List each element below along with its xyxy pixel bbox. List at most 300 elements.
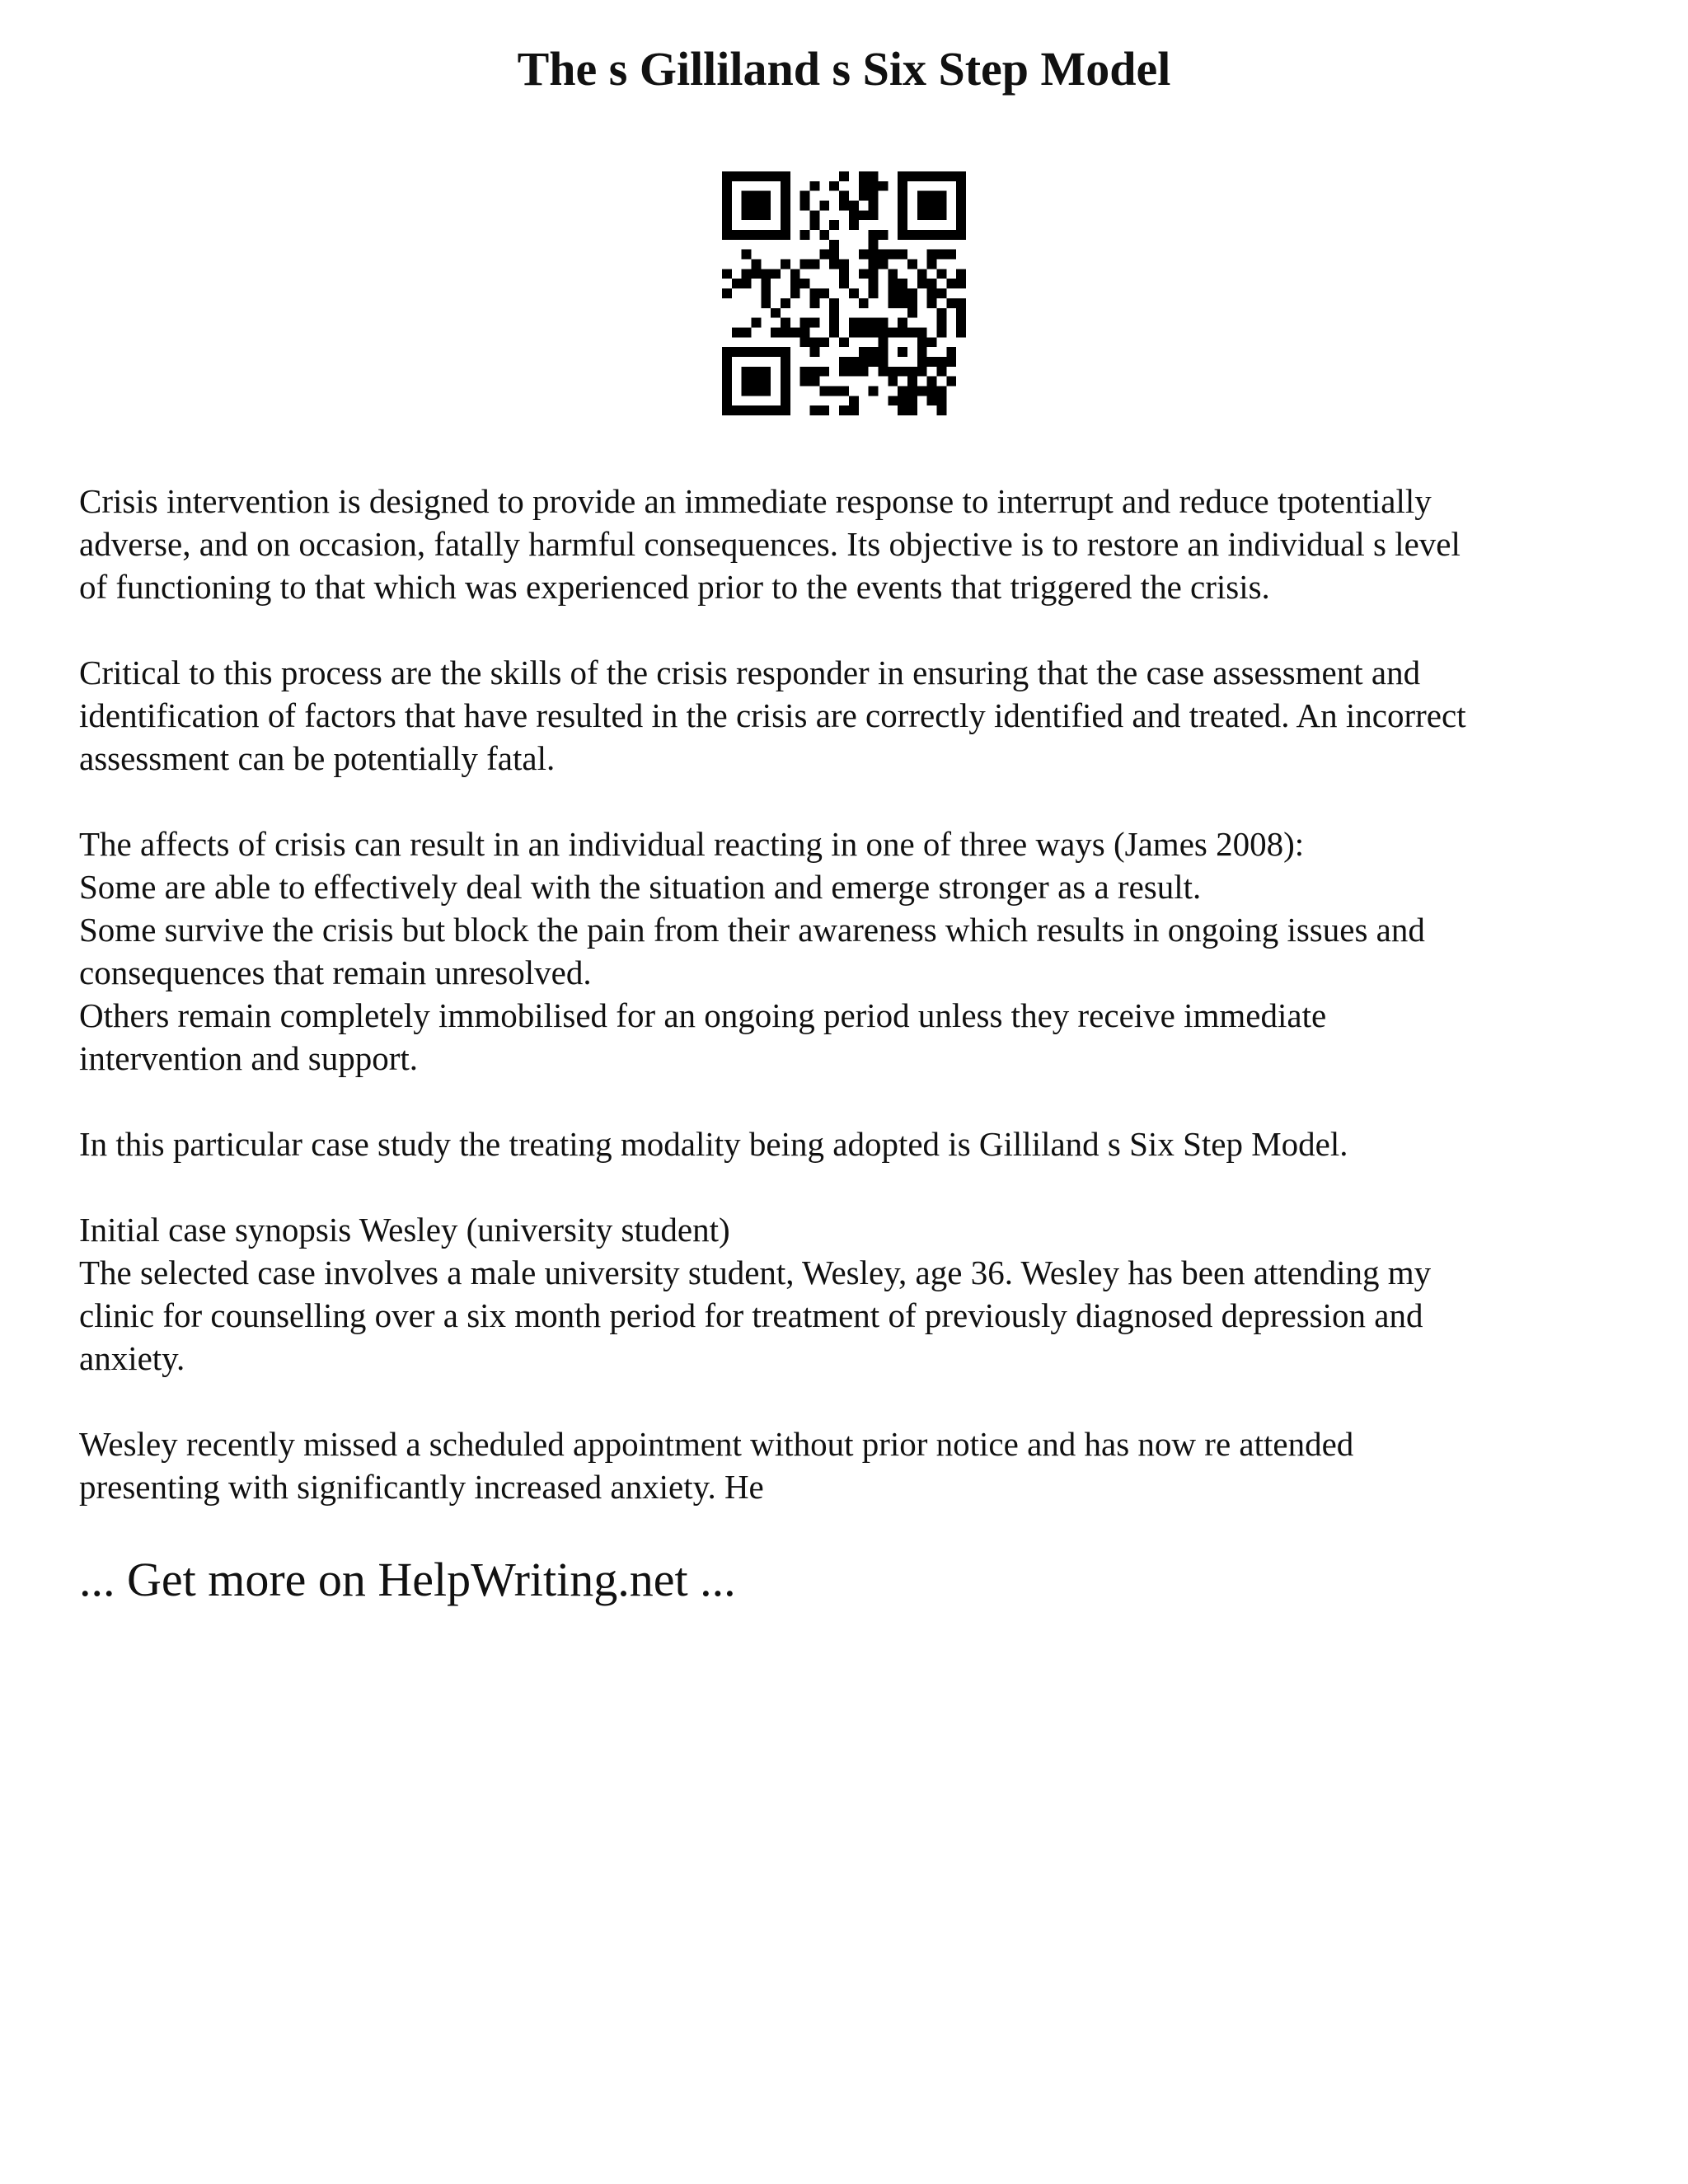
qr-module <box>752 318 762 328</box>
qr-module <box>819 250 829 260</box>
qr-module <box>800 201 810 211</box>
text-line: assessment can be potentially fatal. <box>79 739 556 777</box>
text-line: presenting with significantly increased anxiety. He <box>79 1468 764 1506</box>
qr-module <box>790 327 800 337</box>
qr-module <box>761 171 771 181</box>
qr-module <box>898 405 907 415</box>
qr-module <box>742 367 752 377</box>
qr-module <box>888 250 898 260</box>
text-line: adverse, and on occasion, fatally harmful consequences. Its objective is to restore an individual s level <box>79 525 1461 563</box>
qr-module <box>946 357 956 367</box>
paragraph <box>79 480 1629 608</box>
qr-module <box>917 201 927 211</box>
paragraph <box>79 651 1629 780</box>
paragraph <box>79 1208 1629 1380</box>
qr-module <box>956 327 966 337</box>
qr-module <box>869 260 879 269</box>
qr-module <box>927 377 937 387</box>
qr-module <box>859 181 869 191</box>
qr-module <box>839 386 849 396</box>
qr-module <box>956 269 966 279</box>
qr-module <box>878 181 888 191</box>
qr-module <box>936 318 946 328</box>
qr-module <box>956 181 966 191</box>
qr-module <box>859 318 869 328</box>
qr-module <box>869 357 879 367</box>
text-line: The affects of crisis can result in an individual reacting in one of three ways (James 2008): <box>79 825 1305 863</box>
article-body <box>79 480 1629 1551</box>
qr-module <box>946 230 956 240</box>
qr-module <box>878 357 888 367</box>
qr-module <box>839 279 849 288</box>
qr-module <box>946 377 956 387</box>
qr-module <box>722 191 732 201</box>
qr-module <box>898 367 907 377</box>
qr-module <box>810 260 820 269</box>
qr-module <box>888 298 898 308</box>
paragraph <box>79 1422 1629 1508</box>
qr-module <box>956 191 966 201</box>
qr-module <box>936 357 946 367</box>
qr-module <box>761 405 771 415</box>
paragraph <box>79 1122 1629 1165</box>
qr-module <box>742 386 752 396</box>
qr-module <box>907 308 917 318</box>
qr-module <box>849 396 859 405</box>
qr-code-icon <box>722 171 966 415</box>
qr-module <box>742 250 752 260</box>
qr-module <box>898 181 907 191</box>
qr-module <box>917 210 927 220</box>
qr-module <box>781 260 790 269</box>
qr-module <box>936 288 946 298</box>
qr-module <box>956 318 966 328</box>
qr-module <box>829 250 839 260</box>
qr-module <box>781 396 790 405</box>
qr-module <box>927 250 937 260</box>
qr-module <box>810 347 820 357</box>
qr-module <box>878 337 888 347</box>
qr-module <box>752 386 762 396</box>
qr-module <box>722 230 732 240</box>
text-line: of functioning to that which was experienced prior to the events that triggered the crisis. <box>79 568 1270 606</box>
qr-module <box>927 357 937 367</box>
qr-module <box>888 396 898 405</box>
qr-module <box>956 171 966 181</box>
qr-module <box>732 230 742 240</box>
qr-module <box>936 308 946 318</box>
qr-module <box>956 230 966 240</box>
qr-module <box>742 210 752 220</box>
qr-module <box>927 210 937 220</box>
qr-module <box>752 377 762 387</box>
qr-module <box>761 347 771 357</box>
qr-module <box>946 298 956 308</box>
qr-module <box>917 230 927 240</box>
qr-module <box>869 269 879 279</box>
qr-module <box>859 250 869 260</box>
qr-module <box>898 327 907 337</box>
qr-module <box>859 327 869 337</box>
qr-module <box>878 250 888 260</box>
qr-module <box>752 405 762 415</box>
qr-module <box>936 210 946 220</box>
qr-module <box>927 171 937 181</box>
text-line: Others remain completely immobilised for an ongoing period unless they receive immediate <box>79 996 1327 1034</box>
qr-module <box>839 260 849 269</box>
qr-module <box>771 327 781 337</box>
qr-module <box>800 191 810 201</box>
qr-module <box>742 405 752 415</box>
qr-module <box>839 269 849 279</box>
qr-module <box>869 181 879 191</box>
qr-module <box>888 377 898 387</box>
qr-module <box>888 269 898 279</box>
qr-module <box>859 367 869 377</box>
text-line: clinic for counselling over a six month period for treatment of previously diagnosed depression and <box>79 1296 1423 1334</box>
qr-module <box>810 181 820 191</box>
qr-module <box>907 405 917 415</box>
qr-module <box>907 230 917 240</box>
qr-module <box>927 191 937 201</box>
qr-module <box>869 279 879 288</box>
qr-module <box>936 269 946 279</box>
qr-module <box>859 298 869 308</box>
qr-module <box>771 230 781 240</box>
qr-module <box>859 269 869 279</box>
qr-module <box>917 279 927 288</box>
qr-module <box>869 318 879 328</box>
qr-module <box>907 377 917 387</box>
qr-module <box>761 230 771 240</box>
qr-module <box>839 357 849 367</box>
qr-module <box>956 279 966 288</box>
qr-module <box>869 201 879 211</box>
qr-module <box>781 201 790 211</box>
qr-module <box>732 171 742 181</box>
qr-module <box>761 191 771 201</box>
qr-module <box>927 298 937 308</box>
qr-module <box>819 288 829 298</box>
qr-module <box>742 279 752 288</box>
qr-module <box>898 318 907 328</box>
qr-module <box>946 279 956 288</box>
qr-module <box>907 298 917 308</box>
qr-module <box>956 298 966 308</box>
qr-module <box>829 260 839 269</box>
qr-module <box>722 201 732 211</box>
qr-module <box>829 181 839 191</box>
qr-module <box>761 210 771 220</box>
qr-module <box>907 396 917 405</box>
qr-module <box>859 210 869 220</box>
qr-module <box>936 386 946 396</box>
qr-module <box>839 191 849 201</box>
qr-module <box>722 220 732 230</box>
qr-module <box>810 298 820 308</box>
qr-module <box>898 220 907 230</box>
qr-module <box>956 201 966 211</box>
qr-module <box>859 171 869 181</box>
qr-module <box>781 405 790 415</box>
text-line: Crisis intervention is designed to provide an immediate response to interrupt and reduce tpotentially <box>79 482 1432 520</box>
qr-module <box>869 191 879 201</box>
qr-module <box>771 171 781 181</box>
qr-module <box>946 171 956 181</box>
qr-module <box>781 318 790 328</box>
qr-module <box>761 377 771 387</box>
qr-module <box>752 230 762 240</box>
qr-module <box>800 260 810 269</box>
qr-module <box>898 279 907 288</box>
qr-module <box>956 210 966 220</box>
qr-module <box>859 357 869 367</box>
qr-module <box>927 337 937 347</box>
qr-module <box>907 386 917 396</box>
qr-module <box>800 318 810 328</box>
qr-module <box>761 288 771 298</box>
qr-module <box>771 308 781 318</box>
qr-module <box>849 201 859 211</box>
qr-module <box>849 220 859 230</box>
qr-module <box>761 279 771 288</box>
qr-module <box>810 337 820 347</box>
qr-module <box>859 347 869 357</box>
qr-module <box>781 220 790 230</box>
qr-module <box>722 377 732 387</box>
qr-module <box>898 347 907 357</box>
qr-module <box>722 367 732 377</box>
qr-module <box>761 298 771 308</box>
qr-module <box>790 288 800 298</box>
qr-module <box>936 367 946 377</box>
qr-module <box>898 298 907 308</box>
qr-module <box>936 201 946 211</box>
qr-module <box>869 250 879 260</box>
qr-module <box>781 181 790 191</box>
qr-module <box>869 240 879 250</box>
qr-module <box>752 191 762 201</box>
qr-module <box>849 405 859 415</box>
qr-module <box>800 327 810 337</box>
qr-module <box>781 357 790 367</box>
qr-module <box>898 191 907 201</box>
qr-module <box>839 367 849 377</box>
qr-module <box>781 171 790 181</box>
qr-module <box>917 337 927 347</box>
text-line: In this particular case study the treating modality being adopted is Gilliland s Six Step Model. <box>79 1125 1348 1163</box>
qr-module <box>771 269 781 279</box>
qr-module <box>869 210 879 220</box>
qr-module <box>781 386 790 396</box>
qr-module <box>829 308 839 318</box>
qr-module <box>742 171 752 181</box>
text-line: intervention and support. <box>79 1039 419 1077</box>
qr-module <box>781 210 790 220</box>
qr-module <box>878 230 888 240</box>
qr-module <box>898 210 907 220</box>
qr-module <box>898 250 907 260</box>
qr-module <box>742 377 752 387</box>
qr-module <box>839 405 849 415</box>
qr-module <box>869 327 879 337</box>
qr-module <box>917 367 927 377</box>
qr-module <box>946 250 956 260</box>
qr-module <box>936 230 946 240</box>
qr-module <box>829 220 839 230</box>
qr-module <box>907 171 917 181</box>
text-line: Wesley recently missed a scheduled appointment without prior notice and has now re attended <box>79 1425 1354 1463</box>
qr-module <box>722 357 732 367</box>
qr-module <box>790 269 800 279</box>
qr-module <box>810 367 820 377</box>
qr-module <box>742 230 752 240</box>
qr-module <box>722 386 732 396</box>
qr-module <box>781 367 790 377</box>
qr-module <box>800 337 810 347</box>
qr-module <box>869 386 879 396</box>
qr-module <box>761 386 771 396</box>
qr-module <box>810 288 820 298</box>
qr-module <box>936 405 946 415</box>
qr-module <box>722 288 732 298</box>
qr-module <box>898 171 907 181</box>
qr-module <box>732 327 742 337</box>
qr-module <box>956 308 966 318</box>
qr-module <box>732 279 742 288</box>
qr-module <box>790 279 800 288</box>
qr-module <box>898 386 907 396</box>
text-line: Critical to this process are the skills of the crisis responder in ensuring that the case assessment and <box>79 654 1421 691</box>
qr-module <box>732 405 742 415</box>
qr-module <box>781 377 790 387</box>
qr-module <box>732 347 742 357</box>
qr-module <box>781 298 790 308</box>
qr-module <box>752 367 762 377</box>
qr-module <box>829 318 839 328</box>
qr-module <box>742 191 752 201</box>
qr-module <box>888 279 898 288</box>
qr-module <box>869 347 879 357</box>
qr-module <box>898 288 907 298</box>
qr-module <box>781 327 790 337</box>
qr-module <box>936 171 946 181</box>
qr-module <box>829 240 839 250</box>
paragraph <box>79 823 1629 1080</box>
qr-module <box>917 269 927 279</box>
qr-module <box>752 269 762 279</box>
qr-module <box>917 171 927 181</box>
qr-module <box>898 230 907 240</box>
qr-module <box>781 230 790 240</box>
qr-module <box>927 396 937 405</box>
qr-module <box>878 367 888 377</box>
qr-module <box>888 367 898 377</box>
qr-module <box>859 191 869 201</box>
qr-module <box>849 327 859 337</box>
qr-module <box>878 327 888 337</box>
qr-module <box>869 288 879 298</box>
qr-module <box>839 171 849 181</box>
qr-module <box>752 260 762 269</box>
qr-module <box>839 201 849 211</box>
qr-module <box>849 318 859 328</box>
qr-module <box>810 220 820 230</box>
qr-module <box>936 250 946 260</box>
qr-module <box>839 337 849 347</box>
qr-module <box>722 269 732 279</box>
qr-module <box>819 230 829 240</box>
qr-module <box>927 201 937 211</box>
qr-module <box>869 230 879 240</box>
qr-module <box>810 318 820 328</box>
qr-module <box>810 377 820 387</box>
qr-module <box>869 171 879 181</box>
qr-module <box>936 191 946 201</box>
qr-module <box>722 396 732 405</box>
qr-module <box>907 288 917 298</box>
qr-module <box>752 171 762 181</box>
text-line: Some survive the crisis but block the pain from their awareness which results in ongoing issues and <box>79 911 1425 949</box>
qr-module <box>927 260 937 269</box>
page-title: The s Gilliland s Six Step Model <box>517 42 1171 96</box>
qr-module <box>752 347 762 357</box>
qr-module <box>742 269 752 279</box>
qr-module <box>927 288 937 298</box>
qr-module <box>917 347 927 357</box>
qr-module <box>761 367 771 377</box>
qr-module <box>800 279 810 288</box>
qr-module <box>829 327 839 337</box>
qr-module <box>888 327 898 337</box>
qr-module <box>722 347 732 357</box>
qr-module <box>761 201 771 211</box>
qr-module <box>742 201 752 211</box>
qr-module <box>819 337 829 347</box>
qr-module <box>722 210 732 220</box>
qr-module <box>878 347 888 357</box>
qr-module <box>898 201 907 211</box>
qr-module <box>936 396 946 405</box>
qr-module <box>722 405 732 415</box>
qr-module <box>781 191 790 201</box>
qr-module <box>800 367 810 377</box>
get-more-link[interactable]: ... Get more on HelpWriting.net ... <box>79 1553 736 1606</box>
qr-module <box>849 288 859 298</box>
qr-module <box>927 230 937 240</box>
qr-module <box>771 405 781 415</box>
qr-module <box>927 386 937 396</box>
qr-module <box>800 377 810 387</box>
qr-module <box>917 191 927 201</box>
qr-module <box>761 269 771 279</box>
qr-module <box>771 347 781 357</box>
qr-module <box>907 260 917 269</box>
qr-module <box>888 288 898 298</box>
qr-module <box>819 201 829 211</box>
text-line: anxiety. <box>79 1339 185 1377</box>
qr-module <box>946 347 956 357</box>
qr-module <box>849 367 859 377</box>
text-line: identification of factors that have resulted in the crisis are correctly identified and treated. An incorrect <box>79 696 1466 734</box>
qr-module <box>742 327 752 337</box>
qr-module <box>898 396 907 405</box>
text-line: consequences that remain unresolved. <box>79 954 592 991</box>
qr-module <box>829 298 839 308</box>
qr-module <box>819 386 829 396</box>
qr-module <box>917 357 927 367</box>
qr-module <box>927 279 937 288</box>
